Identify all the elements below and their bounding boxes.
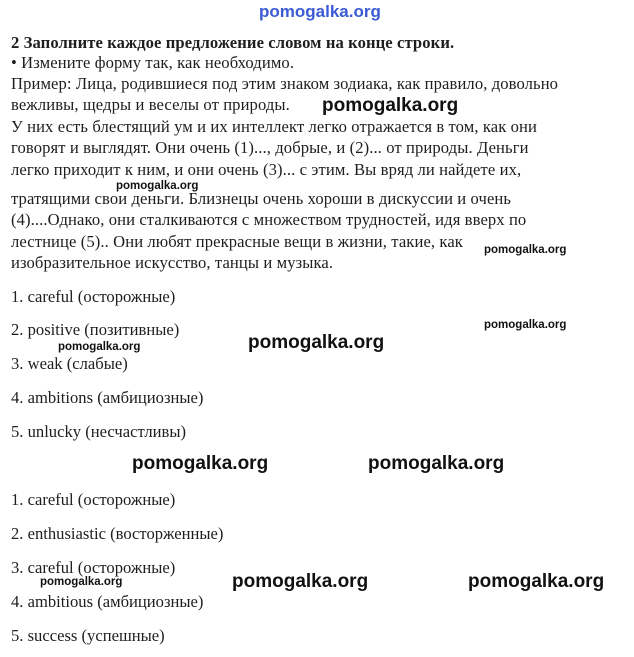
watermark-7: pomogalka.org bbox=[132, 453, 269, 474]
watermark-8: pomogalka.org bbox=[368, 453, 505, 474]
example-line-2: вежливы, щедры и веселы от природы. bbox=[11, 95, 290, 114]
watermark-1: pomogalka.org bbox=[322, 95, 459, 116]
list2-item-1: 1. careful (осторожные) bbox=[11, 490, 176, 509]
text-line-6: лестнице (5).. Они любят прекрасные вещи в жизни, такие, как bbox=[11, 232, 463, 251]
text-line-2: говорят и выглядят. Они очень (1)..., добрые, и (2)... от природы. Деньги bbox=[11, 138, 529, 157]
list1-item-2: 2. positive (позитивные) bbox=[11, 320, 180, 339]
task-bullet: • Измените форму так, как необходимо. bbox=[11, 53, 295, 72]
list2-item-4: 4. ambitious (амбициозные) bbox=[11, 592, 204, 611]
text-line-5: (4)....Однако, они сталкиваются с множеством трудностей, идя вверх по bbox=[11, 210, 527, 229]
watermark-3: pomogalka.org bbox=[484, 244, 567, 256]
text-line-4: тратящими свои деньги. Близнецы очень хороши в дискуссии и очень bbox=[11, 189, 512, 208]
list2-item-2: 2. enthusiastic (восторженные) bbox=[11, 524, 224, 543]
text-line-7: изобразительное искусство, танцы и музыка. bbox=[11, 253, 334, 272]
list1-item-5: 5. unlucky (несчастливы) bbox=[11, 422, 187, 441]
example-line-1: Пример: Лица, родившиеся под этим знаком зодиака, как правило, довольно bbox=[11, 74, 559, 93]
task-title: 2 Заполните каждое предложение словом на конце строки. bbox=[11, 33, 455, 52]
list1-item-1: 1. careful (осторожные) bbox=[11, 287, 176, 306]
text-line-1: У них есть блестящий ум и их интеллект легко отражается в том, как они bbox=[11, 117, 537, 136]
header-watermark: pomogalka.org bbox=[259, 2, 381, 21]
watermark-10: pomogalka.org bbox=[232, 571, 369, 592]
watermark-11: pomogalka.org bbox=[468, 571, 605, 592]
watermark-6: pomogalka.org bbox=[248, 332, 385, 353]
watermark-5: pomogalka.org bbox=[58, 341, 141, 353]
watermark-4: pomogalka.org bbox=[484, 319, 567, 331]
watermark-2: pomogalka.org bbox=[116, 180, 199, 192]
list2-item-3: 3. careful (осторожные) bbox=[11, 558, 176, 577]
list1-item-3: 3. weak (слабые) bbox=[11, 354, 128, 373]
list1-item-4: 4. ambitions (амбициозные) bbox=[11, 388, 204, 407]
list2-item-5: 5. success (успешные) bbox=[11, 626, 165, 645]
text-line-3: легко приходит к ним, и они очень (3)... с этим. Вы вряд ли найдете их, bbox=[11, 160, 522, 179]
watermark-9: pomogalka.org bbox=[40, 576, 123, 588]
